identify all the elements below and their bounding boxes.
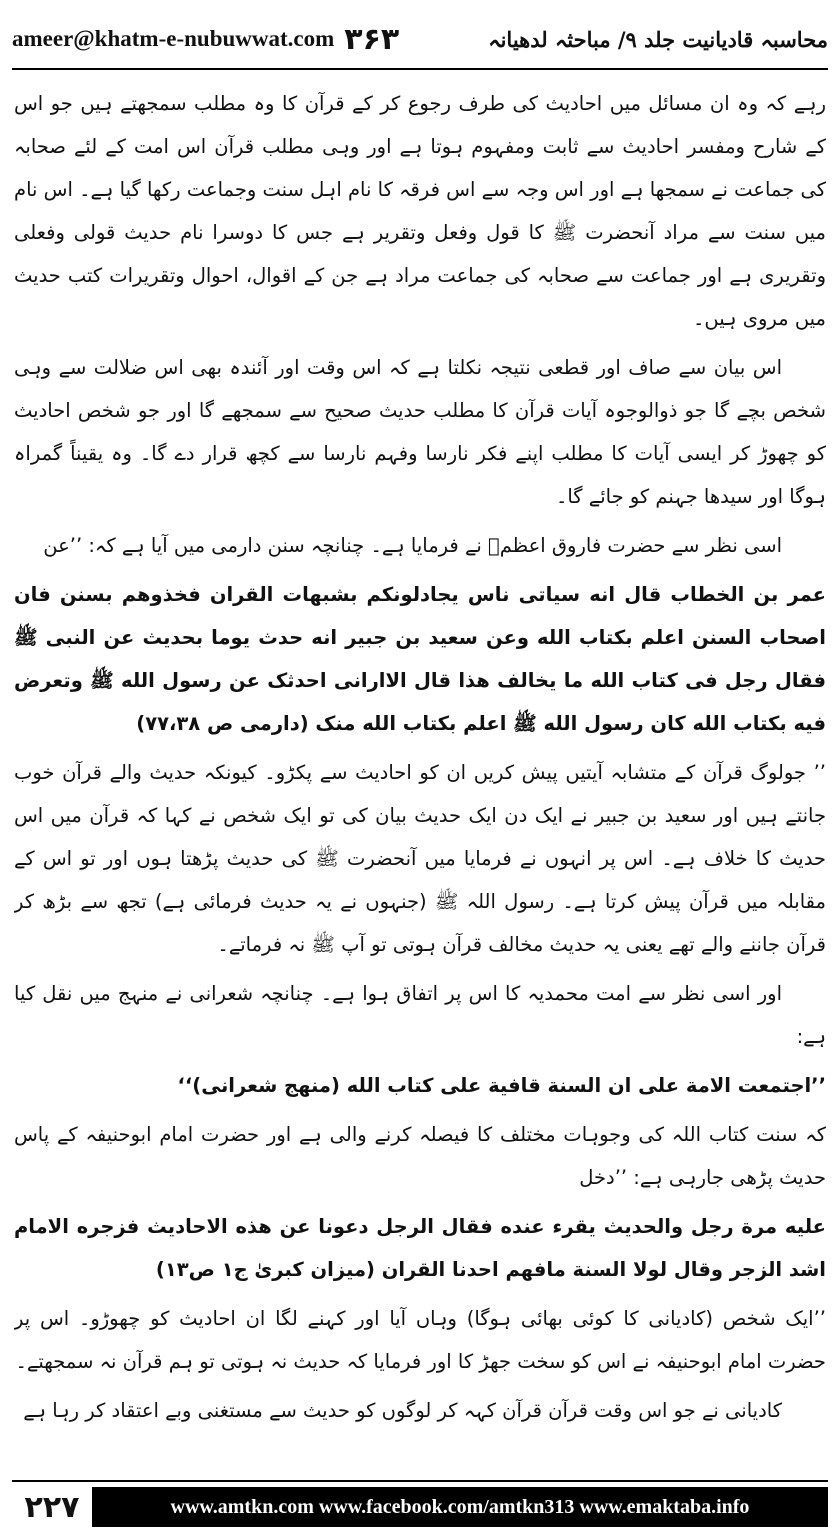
paragraph-4: ’’ جولوگ قرآن کے متشابہ آیتیں پیش کریں ان کو احادیث سے پکڑو۔ کیونکہ حدیث والے قرآن خوب جانتے ہیں اور سعید بن جبیر نے ایک دن ایک حدیث بیان کی تو ایک شخص نے کہا کہ قرآن میں اس حدیث کا خلاف ہے۔ اس پر انہوں نے فرمایا میں آنحضرت ﷺ کی حدیث پڑھتا ہوں اور تو اس کے مقابلہ میں قرآن پیش کرتا ہے۔ رسول اللہ ﷺ (جنہوں نے یہ حدیث فرمائی ہے) تجھ سے بڑھ کر قرآن جاننے والے تھے یعنی یہ حدیث مخالف قرآن ہوتی تو آپ ﷺ نہ فرماتے۔ [14, 761, 826, 956]
paragraph-8: کادیانی نے جو اس وقت قرآن قرآن کہہ کر لوگوں کو حدیث سے مستغنی وبے اعتقاد کر رہا ہے [23, 1399, 782, 1422]
paragraph-1: رہے کہ وہ ان مسائل میں احادیث کی طرف رجوع کر کے قرآن کا وہ مطلب سمجھتے ہیں جو اس کے شارح ومفسر احادیث سے ثابت ومفہوم ہوتا ہے اور وہی مطلب قرآن اس امت کے لئے صحابہ کی جماعت نے سمجھا ہے اور اس وجہ سے اس فرقہ کا نام اہل سنت وجماعت رکھا گیا ہے۔ اس نام میں سنت سے مراد آنحضرت ﷺ کا قول وفعل وتقریر ہے جس کا دوسرا نام حدیث قولی وفعلی وتقریری ہے اور جماعت سے صحابہ کی جماعت مراد ہے جن کے اقوال، احوال وتقریرات کتب حدیث میں مروی ہیں۔ [14, 92, 826, 330]
header-book-title: محاسبہ قادیانیت جلد ۹/ مباحثہ لدھیانہ [488, 26, 828, 52]
footer-links: www.amtkn.com www.facebook.com/amtkn313 www.emaktaba.info [92, 1487, 828, 1527]
arabic-quote-shaarani: ’’اجتمعت الامة علی ان السنة قافیة علی کتاب الله (منهج شعرانی)‘‘ [177, 1074, 826, 1097]
paragraph-7: ’’ایک شخص (کادیانی کا کوئی بھائی ہوگا) وہاں آیا اور کہنے لگا ان احادیث کو چھوڑو۔ اس پر حضرت امام ابوحنیفہ نے اس کو سخت جھڑ کا اور فرمایا کہ حدیث نہ ہوتی تو ہم قرآن نہ سمجھتے۔ [14, 1307, 826, 1373]
page-body [14, 82, 826, 1462]
paragraph-3: اسی نظر سے حضرت فاروق اعظمؓ نے فرمایا ہے۔ چنانچہ سنن دارمی میں آیا ہے کہ: ’’عن [43, 534, 782, 557]
arabic-quote-mizan: علیه مرة رجل والحدیث یقرء عنده فقال الرجل دعونا عن هذه الاحادیث فزجره الامام اشد الزجر وقال لولا السنة مافهم احدنا القران (میزان کبریٰ ج۱ ص۱۳) [14, 1215, 826, 1281]
footer-page-number: ۲۲۷ [24, 1489, 80, 1525]
paragraph-5: اور اسی نظر سے امت محمدیہ کا اس پر اتفاق ہوا ہے۔ چنانچہ شعرانی نے منہج میں نقل کیا ہے: [14, 982, 826, 1048]
page-footer [12, 1480, 828, 1532]
page-header [12, 10, 828, 70]
header-left [12, 22, 399, 57]
header-email: ameer@khatm-e-nubuwwat.com [12, 26, 335, 51]
paragraph-6: کہ سنت کتاب اللہ کی وجوہات مختلف کا فیصلہ کرنے والی ہے اور حضرت امام ابوحنیفہ کے پاس حدیث پڑھی جارہی ہے: ’’دخل [14, 1123, 826, 1189]
header-page-number: ۳۶۳ [344, 21, 400, 57]
paragraph-2: اس بیان سے صاف اور قطعی نتیجہ نکلتا ہے کہ اس وقت اور آئندہ بھی اس ضلالت سے وہی شخص بچے گا جو ذوالوجوہ آیات قرآن کا مطلب حدیث صحیح سے سمجھے گا اور جو شخص احادیث کو چھوڑ کر ایسی آیات کا مطلب اپنے فکر نارسا وفہم نارسا سے کچھ قرار دے گا۔ وہ یقیناً گمراہ ہوگا اور سیدھا جہنم کو جائے گا۔ [14, 356, 826, 508]
arabic-quote-darmi: عمر بن الخطاب قال انه سیاتی ناس یجادلونکم بشبهات القران فخذوهم بسنن فان اصحاب السنن اعلم بکتاب الله وعن سعید بن جبیر انه حدث یوما بحدیث عن النبی ﷺ فقال رجل فی کتاب الله ما یخالف هذا قال الاارانی احدثک عن رسول الله ﷺ وتعرض فیه بکتاب الله کان رسول الله ﷺ اعلم بکتاب الله منک (دارمی ص ۷۷،۳۸) [14, 583, 826, 735]
